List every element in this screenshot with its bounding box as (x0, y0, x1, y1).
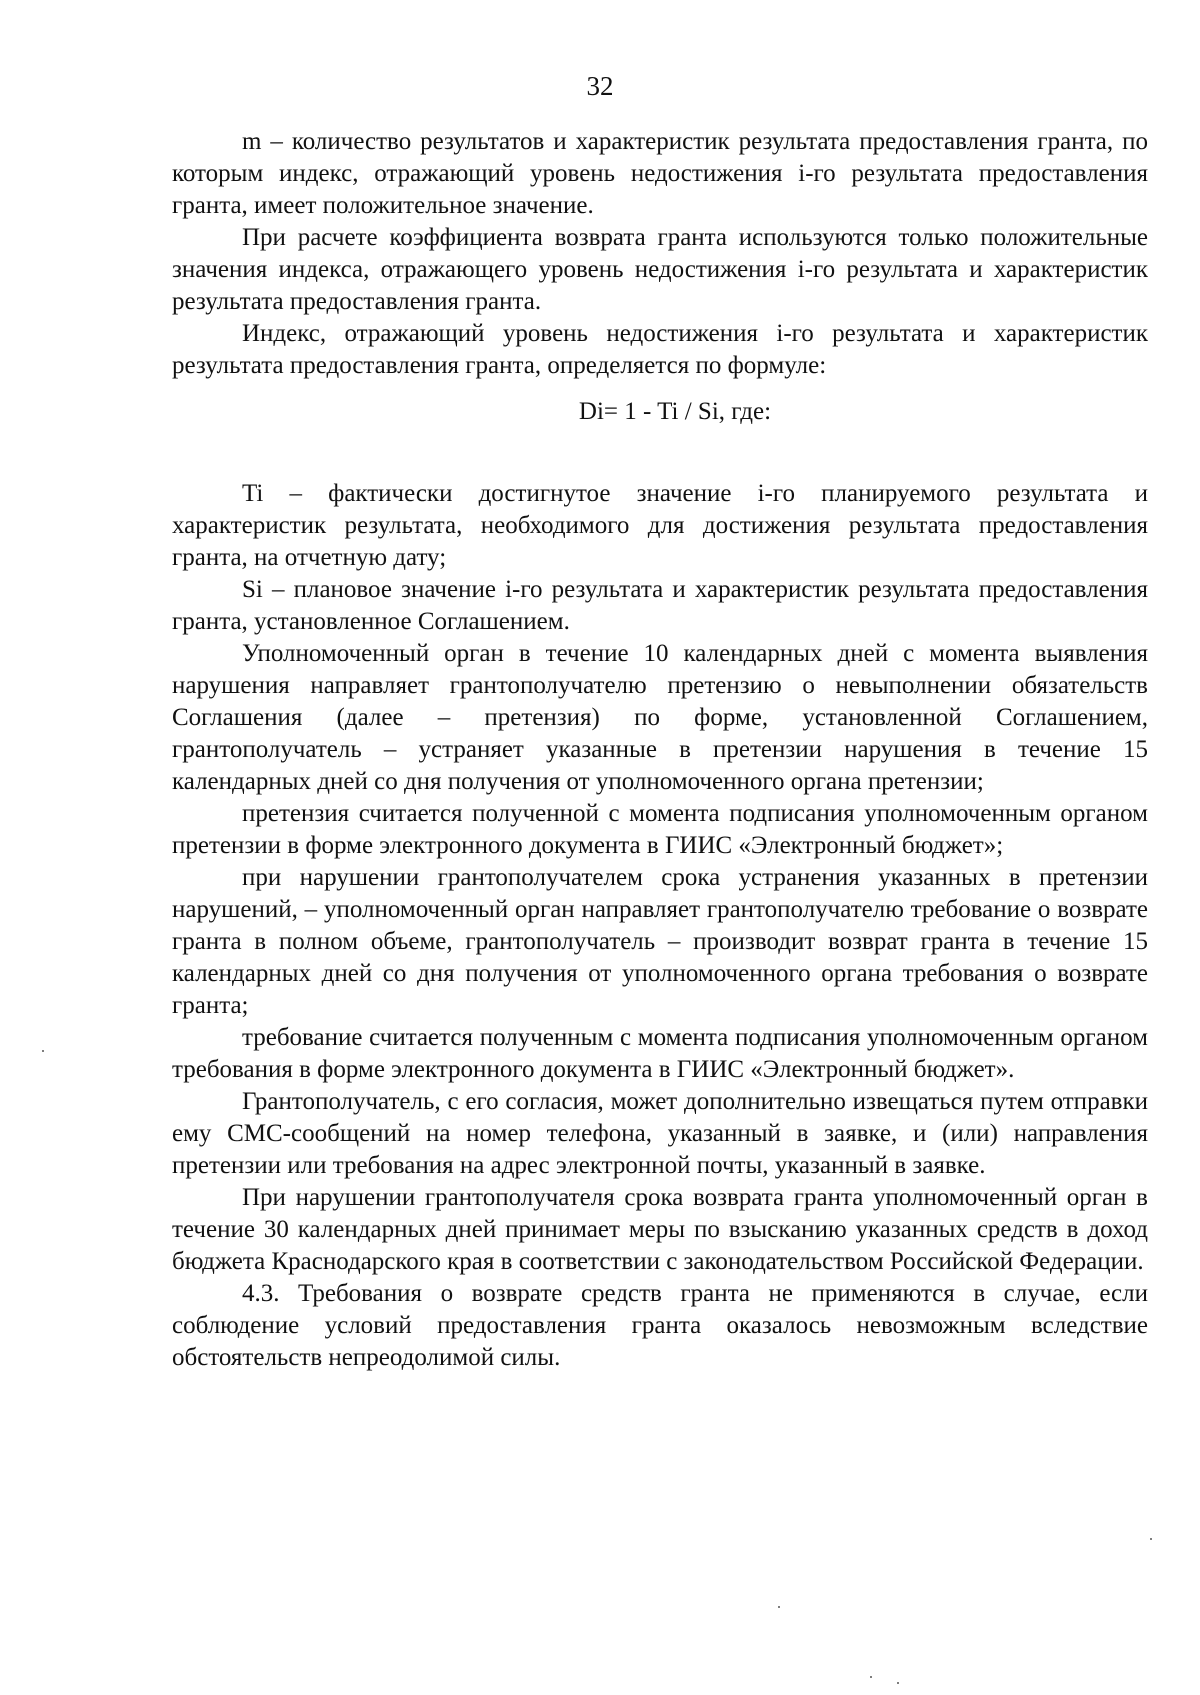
scan-speck (1150, 1538, 1152, 1540)
paragraph-positive-values: При расчете коэффициента возврата гранта используются только положительные значения индекса, отражающего уровень недостижения i-го результата и характеристик результата предоставления гранта. (172, 224, 1148, 315)
paragraph-section-4-3: 4.3. Требования о возврате средств гранта не применяются в случае, если соблюдение условий предоставления гранта оказалось невозможным вследствие обстоятельств непреодолимой силы. (172, 1280, 1148, 1371)
paragraph-ti-definition: Ti – фактически достигнутое значение i-го планируемого результата и характеристик результата, необходимого для достижения результата предоставления гранта, на отчетную дату; (172, 480, 1148, 571)
document-body (172, 126, 1148, 1374)
scan-speck (870, 1676, 872, 1678)
paragraph-notification: Грантополучатель, с его согласия, может дополнительно извещаться путем отправки ему СМС-сообщений на номер телефона, указанный в заявке, и (или) направления претензии или требования на адрес электронной почты, указанный в заявке. (172, 1088, 1148, 1179)
paragraph-claim-received: претензия считается полученной с момента подписания уполномоченным органом претензии в форме электронного документа в ГИИС «Электронный бюджет»; (172, 800, 1148, 859)
page-number: 32 (586, 71, 614, 101)
paragraph-refund-demand: при нарушении грантополучателем срока устранения указанных в претензии нарушений, – уполномоченный орган направляет грантополучателю требование о возврате гранта в полном объеме, грантополучатель – производит возврат гранта в течение 15 календарных дней со дня получения от уполномоченного органа требования о возврате гранта; (172, 864, 1148, 1019)
formula: Di= 1 - Ti / Si, где: (578, 398, 772, 425)
scan-speck (897, 1682, 899, 1684)
paragraph-si-definition: Si – плановое значение i-го результата и характеристик результата предоставления гранта, установленное Соглашением. (172, 576, 1148, 635)
paragraph-claim-procedure: Уполномоченный орган в течение 10 календарных дней с момента выявления нарушения направляет грантополучателю претензию о невыполнении обязательств Соглашения (далее – претензия) по форме, установленной Соглашением, грантополучатель – устраняет указанные в претензии нарушения в течение 15 календарных дней со дня получения от уполномоченного органа претензии; (172, 640, 1148, 795)
paragraph-index-intro: Индекс, отражающий уровень недостижения i-го результата и характеристик результата предоставления гранта, определяется по формуле: (172, 320, 1148, 379)
scan-speck (42, 1050, 44, 1052)
scan-speck (778, 1606, 780, 1608)
paragraph-recovery: При нарушении грантополучателя срока возврата гранта уполномоченный орган в течение 30 календарных дней принимает меры по взысканию указанных средств в доход бюджета Краснодарского края в соответствии с законодательством Российской Федерации. (172, 1184, 1148, 1275)
paragraph-demand-received: требование считается полученным с момента подписания уполномоченным органом требования в форме электронного документа в ГИИС «Электронный бюджет». (172, 1024, 1148, 1083)
paragraph-m-definition: m – количество результатов и характеристик результата предоставления гранта, по которым индекс, отражающий уровень недостижения i-го результата предоставления гранта, имеет положительное значение. (172, 128, 1148, 219)
